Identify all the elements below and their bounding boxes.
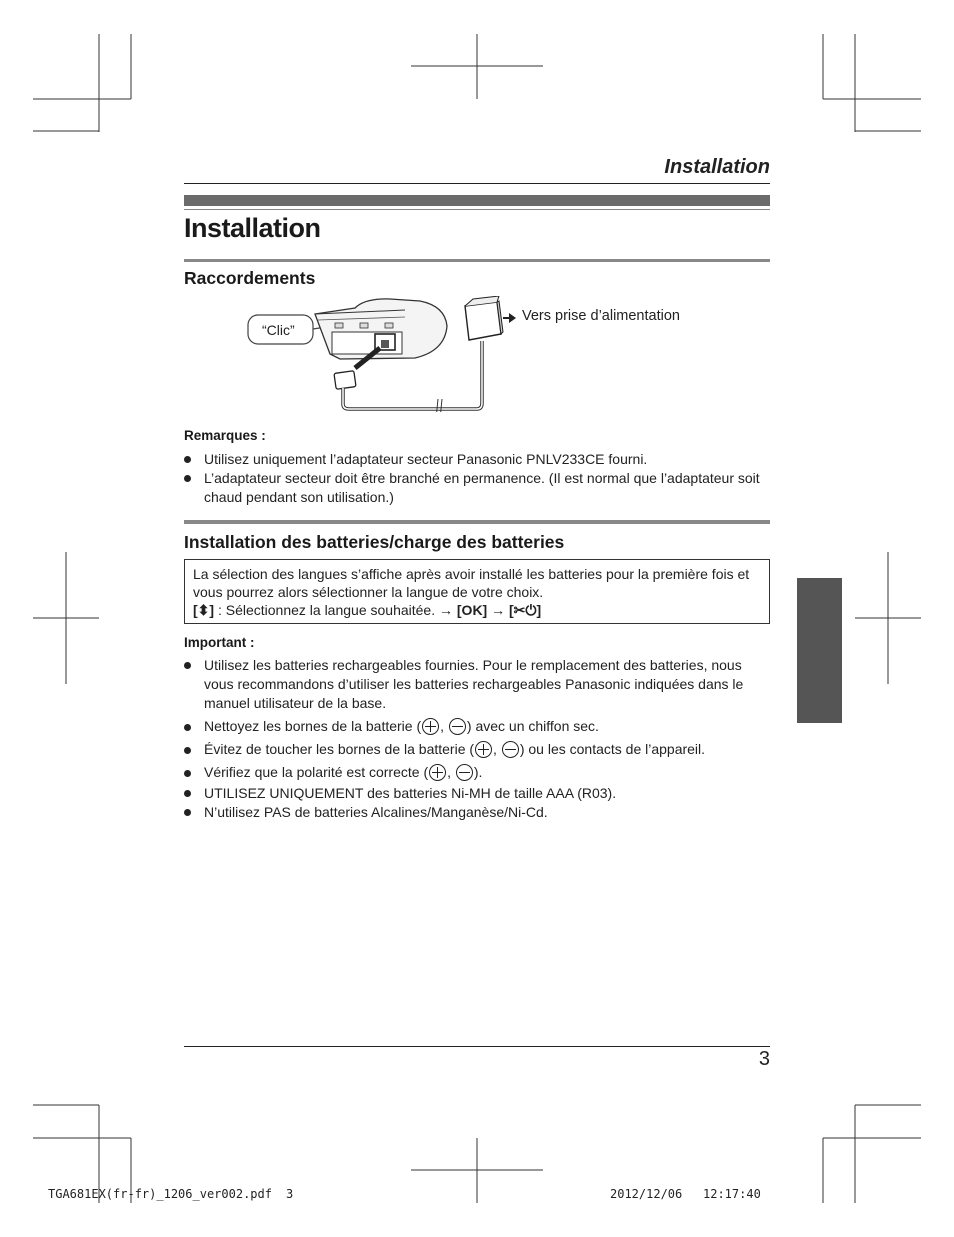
connections-heading: Raccordements	[184, 268, 316, 288]
bullet-icon	[184, 747, 191, 754]
footer-rule	[184, 1046, 770, 1047]
important-list	[184, 656, 770, 822]
bullet-icon	[184, 662, 191, 669]
page-number: 3	[758, 1048, 770, 1070]
bullet-icon	[184, 770, 191, 777]
list-item: Vérifiez que la polarité est correcte ( , ).	[184, 763, 770, 782]
plus-terminal-icon	[475, 741, 492, 758]
minus-terminal-icon	[456, 764, 473, 781]
list-item: Utilisez les batteries rechargeables fournies. Pour le remplacement des batteries, nous vous recommandons d’utiliser les batteries rechargeables Panasonic indiquées dans le manuel utilisateur de la base.	[184, 656, 770, 713]
plus-terminal-icon	[422, 718, 439, 735]
important-label: Important :	[184, 635, 255, 650]
title-bar-underline	[184, 209, 770, 210]
header-rule	[184, 183, 770, 184]
minus-terminal-icon	[449, 718, 466, 735]
batteries-heading: Installation des batteries/charge des batteries	[184, 532, 565, 552]
plus-terminal-icon	[429, 764, 446, 781]
bullet-icon	[184, 790, 191, 797]
footer-file-page: 3	[286, 1187, 294, 1201]
list-item: N’utilisez PAS de batteries Alcalines/Manganèse/Ni-Cd.	[184, 803, 770, 822]
minus-terminal-icon	[502, 741, 519, 758]
click-label: “Clic”	[262, 322, 295, 338]
bullet-icon	[184, 475, 191, 482]
footer-file-name: TGA681EX(fr-fr)_1206_ver002.pdf	[48, 1187, 272, 1201]
footer-date: 2012/12/06	[610, 1187, 683, 1201]
notes-label: Remarques :	[184, 428, 266, 443]
title-rule	[184, 259, 770, 262]
side-tab	[797, 578, 842, 723]
bullet-icon	[184, 456, 191, 463]
running-header-title: Installation	[664, 156, 770, 178]
navigator-key: [⬍]	[193, 602, 215, 618]
box-text: La sélection des langues s’affiche après avoir installé les batteries pour la première fois et vous pourrez alors sélectionner la langue de votre choix.	[193, 566, 750, 600]
page-title: Installation	[184, 213, 321, 243]
footer-time: 12:17:40	[703, 1187, 761, 1201]
list-item: Évitez de toucher les bornes de la batterie ( , ) ou les contacts de l’appareil.	[184, 740, 770, 759]
section-rule	[184, 520, 770, 524]
bullet-icon	[184, 724, 191, 731]
bullet-icon	[184, 809, 191, 816]
list-item: Nettoyez les bornes de la batterie ( , ) avec un chiffon sec.	[184, 717, 770, 736]
off-key: [✂⏻]	[509, 602, 542, 618]
ok-key: [OK]	[456, 602, 488, 618]
notes-list	[184, 450, 770, 507]
list-item: L’adaptateur secteur doit être branché en permanence. (Il est normal que l’adaptateur soit chaud pendant son utilisation.)	[184, 469, 770, 507]
list-item: UTILISEZ UNIQUEMENT des batteries Ni-MH de taille AAA (R03).	[184, 784, 770, 803]
outlet-label: Vers prise d’alimentation	[522, 308, 680, 324]
list-item: Utilisez uniquement l’adaptateur secteur Panasonic PNLV233CE fourni.	[184, 450, 770, 469]
title-bar	[184, 195, 770, 206]
language-info-box	[184, 559, 770, 624]
box-instruction: [⬍] : Sélectionnez la langue souhaitée. → [OK] → [✂⏻]	[193, 602, 542, 618]
